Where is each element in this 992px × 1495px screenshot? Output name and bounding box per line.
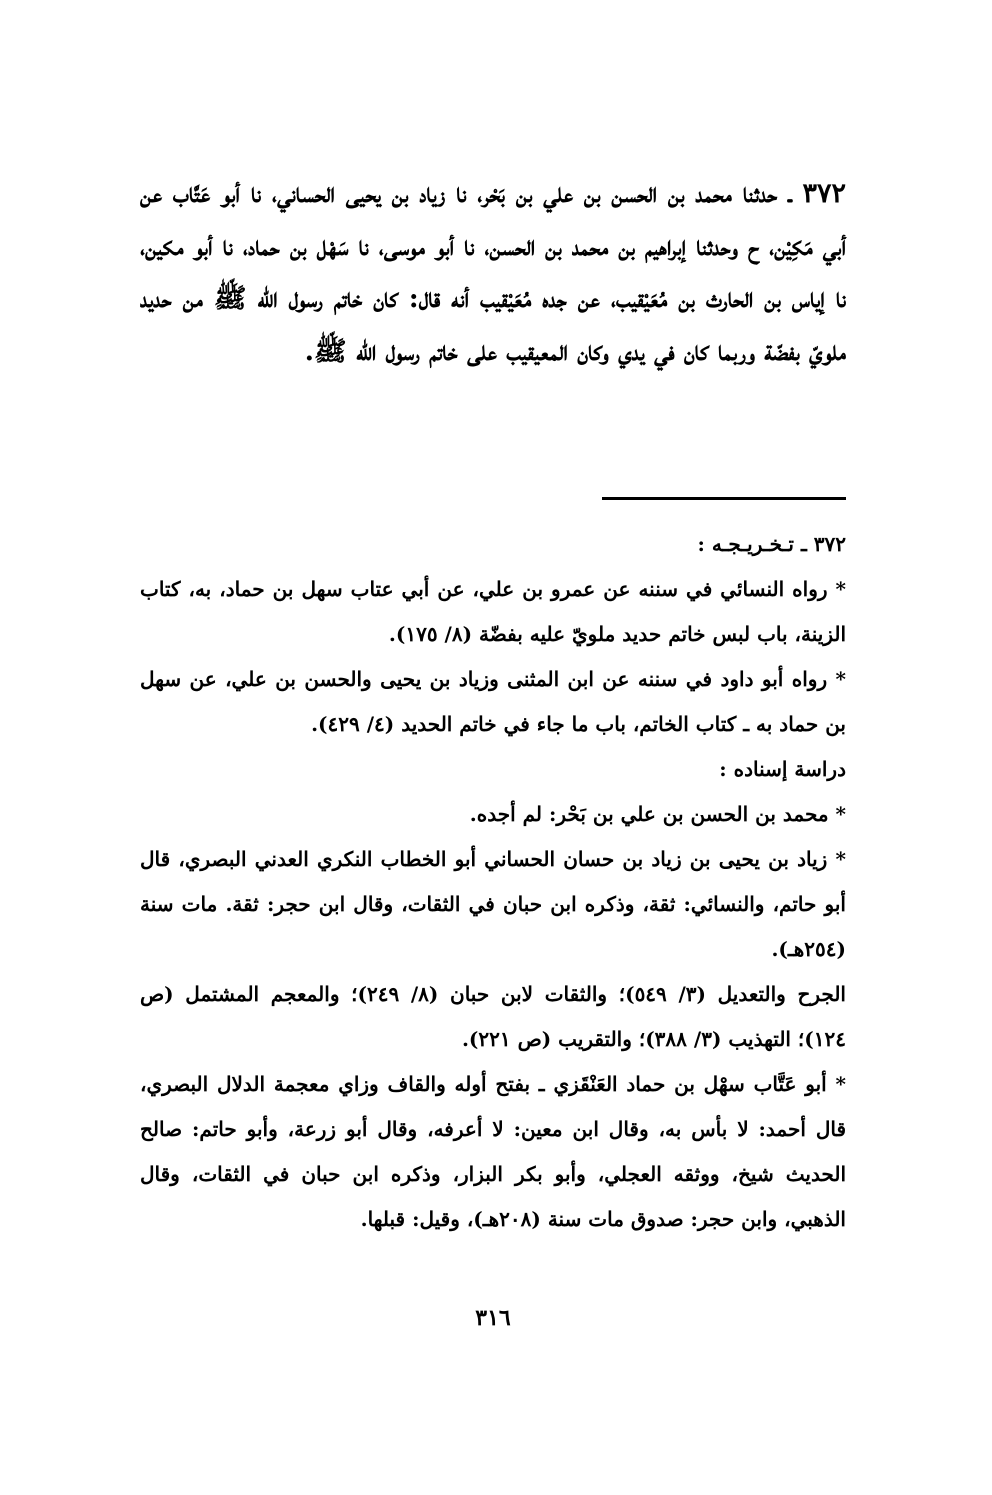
isnad-item-2-references: الجرح والتعديل (٣/ ٥٤٩)؛ والثقات لابن حبان (٨/ ٢٤٩)؛ والمعجم المشتمل (ص ١٢٤)؛ التهذيب (٣/ ٣٨٨)؛ والتقريب (ص ٢٢١). <box>140 982 846 1051</box>
takhrij-item-1: * رواه النسائي في سننه عن عمرو بن علي، عن أبي عتاب سهل بن حماد، به، كتاب الزينة، باب لبس خاتم حديد ملويّ عليه بفضّة (٨/ ١٧٥). <box>140 577 846 646</box>
footnote-divider <box>602 497 846 500</box>
hadith-paragraph <box>140 168 846 378</box>
takhrij-item-2: * رواه أبو داود في سننه عن ابن المثنى وزياد بن يحيى والحسن بن علي، عن سهل بن حماد به ـ كتاب الخاتم، باب ما جاء في خاتم الحديد (٤/ ٤٢٩). <box>140 667 846 736</box>
isnad-item-1: * محمد بن الحسن بن علي بن بَحْر: لم أجده. <box>469 802 846 826</box>
page-number: ٣١٦ <box>475 1305 511 1331</box>
isnad-item-3: * أبو عَتَّاب سهْل بن حماد العَنْقَزي ـ بفتح أوله والقاف وزاي معجمة الدلال البصري، قال أحمد: لا بأس به، وقال ابن معين: لا أعرفه، وقال أبو زرعة، وأبو حاتم: صالح الحديث شيخ، ووثقه العجلي، وأبو بكر البزار، وذكره ابن حبان في الثقات، وقال الذهبي، وابن حجر: صدوق مات سنة (٢٠٨هـ)، وقيل: قبلها. <box>140 1072 847 1231</box>
isnad-heading: دراسة إسناده : <box>719 757 846 781</box>
main-hadith-text <box>140 168 846 378</box>
takhrij-heading: ٣٧٢ ـ تـخـريـجـه : <box>697 532 846 556</box>
hadith-number: ٣٧٢ <box>802 178 846 209</box>
hadith-body: ـ حدثنا محمد بن الحسن بن علي بن بَحْر، نا زياد بن يحيى الحساني، نا أبو عَتَّاب عن أبي مَكِيْن، ح وحدثنا إبراهيم بن محمد بن الحسن، نا أبو موسى، نا سَهْل بن حماد، نا أبو مكين، نا إياس بن الحارث بن مُعَيْقيب، عن جده مُعَيْقيب أنه قال: كان خاتم رسول الله ﷺ من حديد ملويّ بفضّة وربما كان في يدي وكان المعيقيب على خاتم رسول الله ﷺ. <box>140 178 846 367</box>
isnad-item-2: * زياد بن يحيى بن زياد بن حسان الحساني أبو الخطاب النكري العدني البصري، قال أبو حاتم، والنسائي: ثقة، وذكره ابن حبان في الثقات، وقال ابن حجر: ثقة. مات سنة (٢٥٤هـ). <box>140 847 846 961</box>
footnotes <box>140 522 846 1242</box>
